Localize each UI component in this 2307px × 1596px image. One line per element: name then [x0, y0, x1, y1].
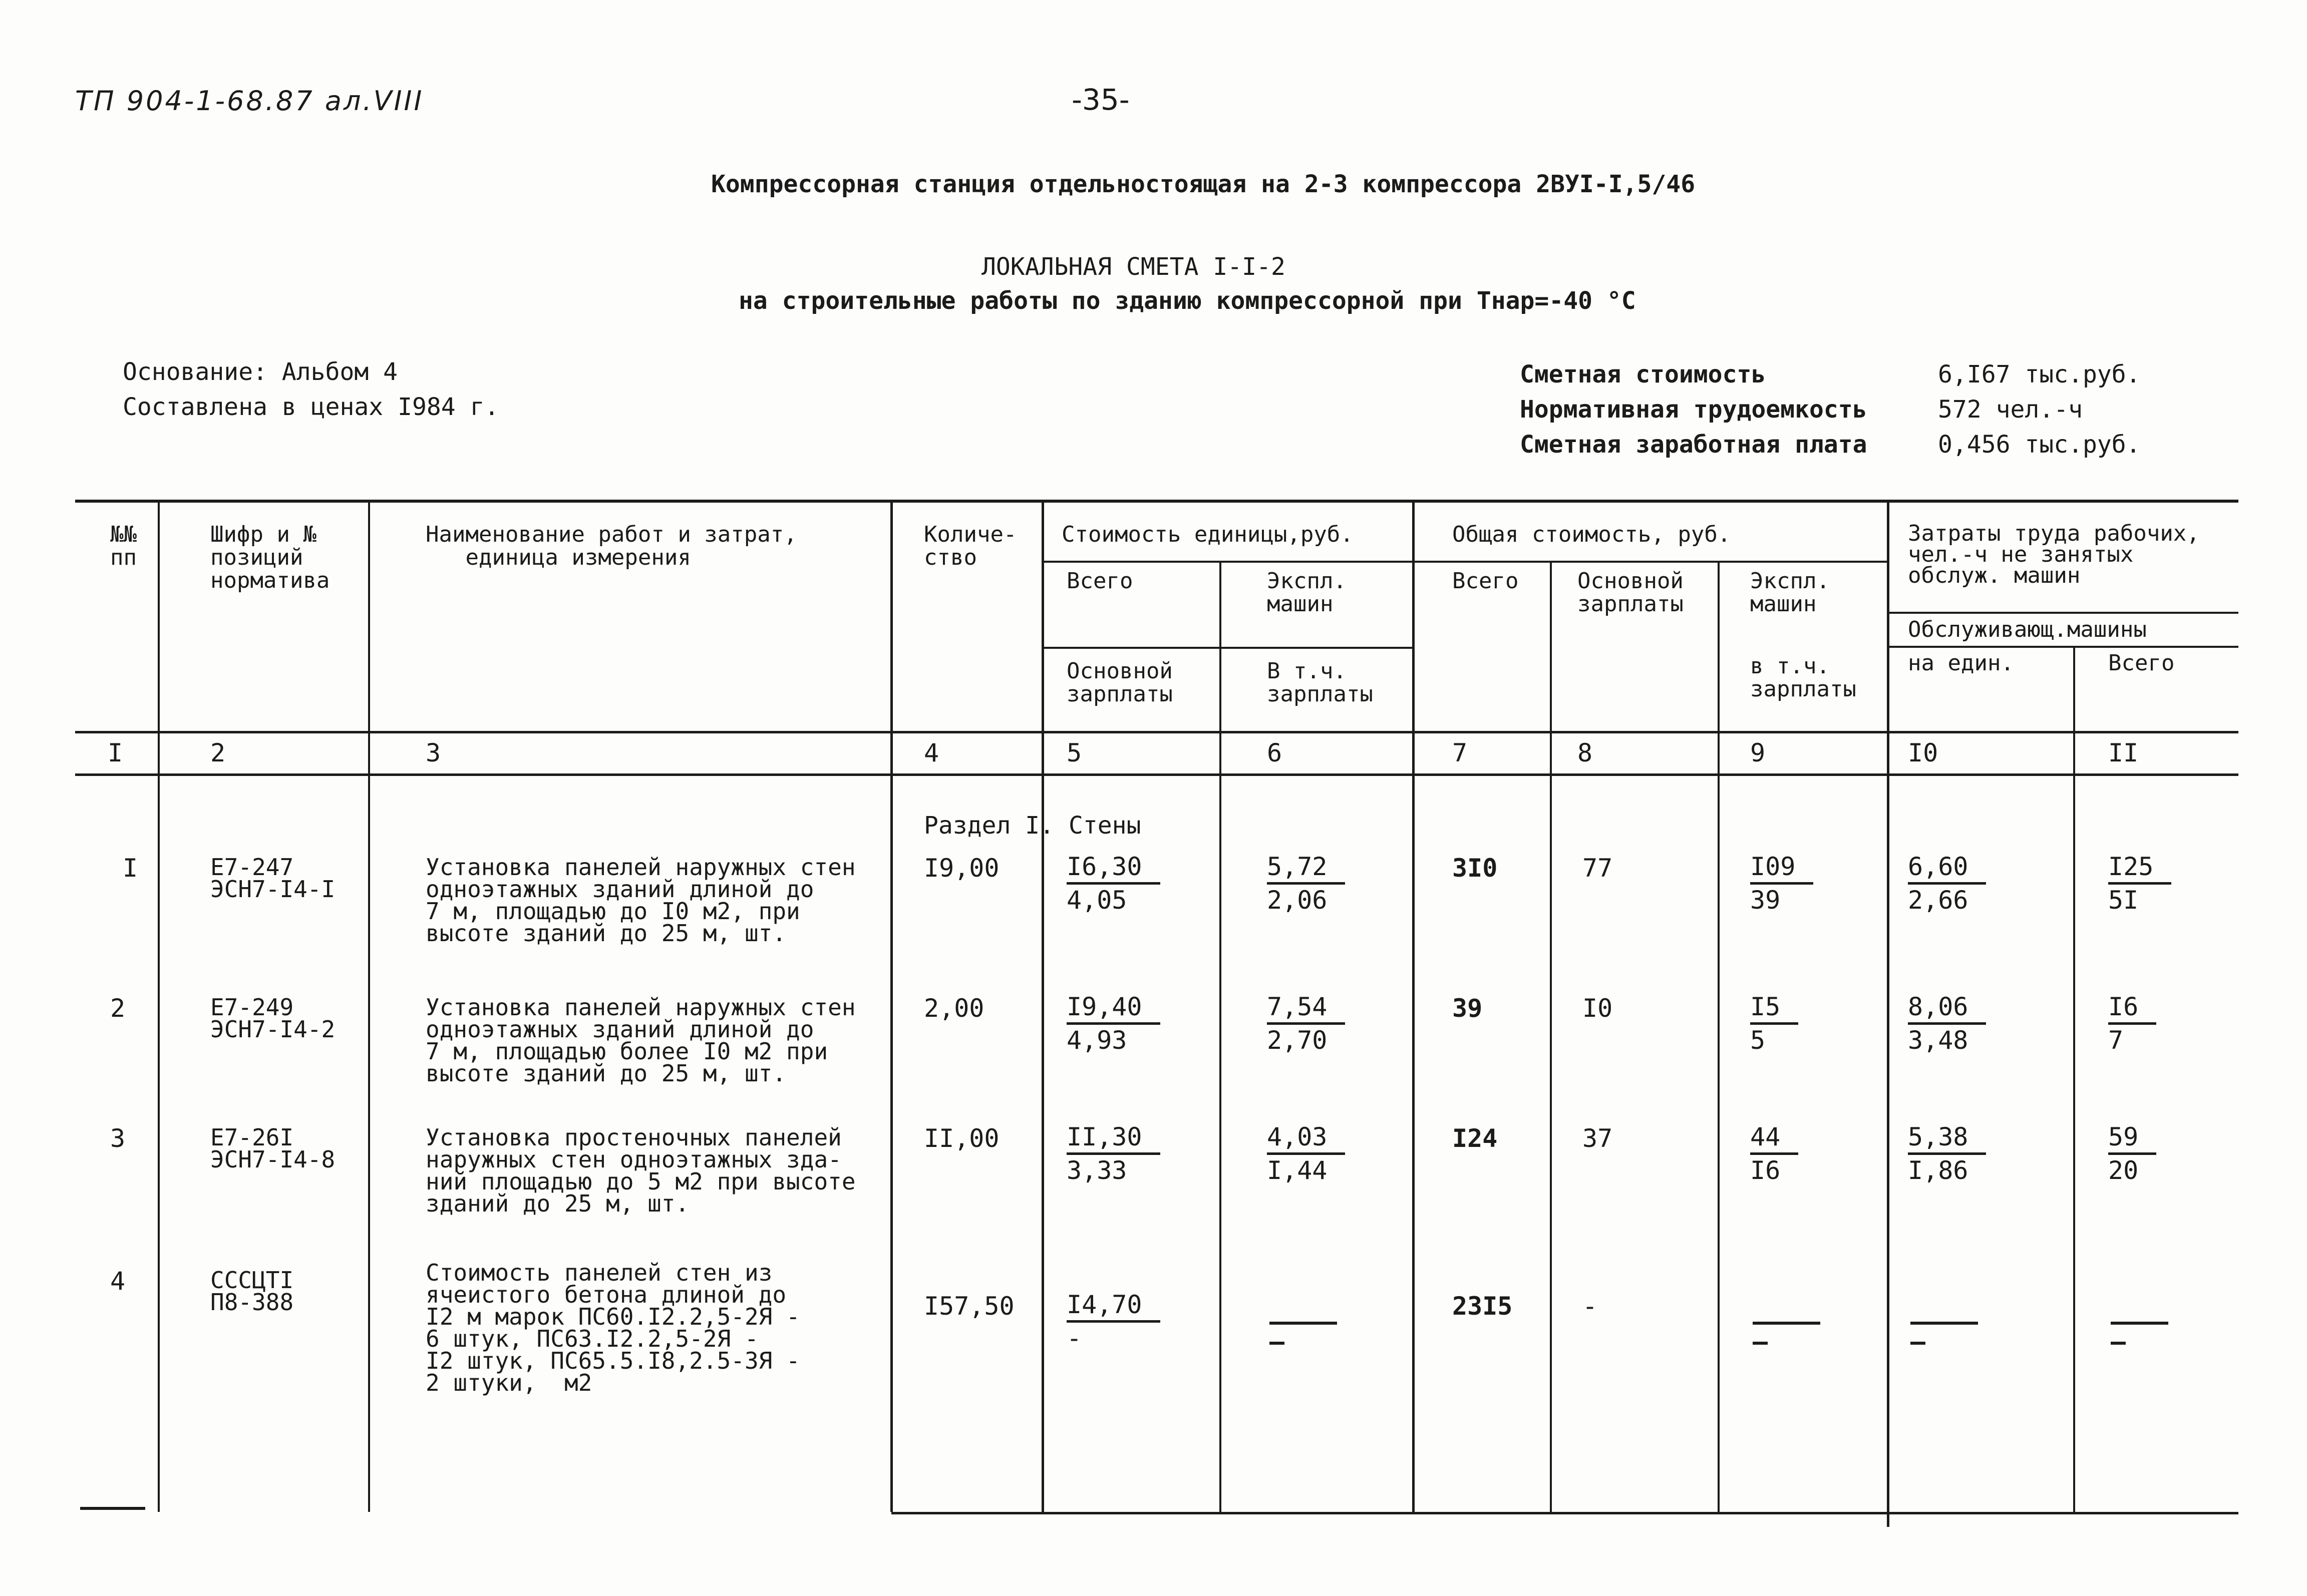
unit-wage: - — [1067, 1324, 1082, 1353]
labor-total-bottom: 20 — [2108, 1156, 2139, 1185]
column-number: I0 — [1908, 738, 1938, 767]
total-wage: - — [1582, 1292, 1598, 1321]
column-divider — [1219, 561, 1221, 1512]
column-divider — [1718, 561, 1720, 1512]
unit-total: I6,30 — [1067, 851, 1160, 885]
quantity: I9,00 — [924, 854, 1000, 883]
column-header: в т.ч. зарплаты — [1750, 653, 1856, 702]
column-number: 4 — [924, 738, 939, 767]
labor-unit-bottom: 2,66 — [1908, 886, 1968, 915]
unit-wage: 3,33 — [1067, 1156, 1127, 1185]
empty-value-dash — [1269, 1342, 1284, 1345]
column-number: I — [108, 738, 123, 767]
labor-total — [2108, 851, 2171, 916]
empty-value-dash — [2111, 1322, 2168, 1325]
total-wage: 77 — [1582, 854, 1613, 883]
column-header: Основной зарплаты — [1067, 658, 1173, 707]
norm-code: Е7-247 ЭСН7-I4-I — [210, 854, 336, 903]
column-divider — [2073, 647, 2075, 1512]
unit-machine: 7,54 — [1267, 991, 1345, 1025]
row-number: 4 — [110, 1267, 126, 1296]
summary-label: Сметная заработная плата — [1520, 431, 1867, 459]
total-cost: I24 — [1452, 1124, 1498, 1153]
total-machine: I09 — [1750, 851, 1813, 885]
unit-machine-cost — [1267, 991, 1345, 1056]
labor-per-unit — [1908, 991, 1986, 1056]
labor-unit-top: 6,60 — [1908, 851, 1986, 885]
header-bottom-border — [75, 731, 2238, 733]
row-number: I — [123, 854, 138, 883]
unit-machine-cost — [1267, 851, 1345, 916]
page-number: -35- — [1072, 83, 1130, 117]
total-machine-wage: 5 — [1750, 1026, 1766, 1055]
total-machine-wage: 39 — [1750, 886, 1781, 915]
column-number: II — [2108, 738, 2139, 767]
column-divider — [1412, 501, 1415, 1512]
document-code: ТП 904-1-68.87 ал.VIII — [75, 85, 424, 117]
column-header: В т.ч. зарплаты — [1267, 658, 1373, 707]
work-name: Установка панелей наружных стен одноэтажных зданий длиной до 7 м, площадью до I0 м2, при высоте зданий до 25 м, шт. — [426, 854, 856, 947]
empty-value-dash — [1910, 1342, 1925, 1345]
header-divider — [1888, 612, 2238, 614]
labor-unit-bottom: 3,48 — [1908, 1026, 1968, 1055]
unit-total: I9,40 — [1067, 991, 1160, 1025]
quantity: II,00 — [924, 1124, 1000, 1153]
column-divider — [1042, 501, 1044, 1512]
column-header: Затраты труда рабочих, чел.-ч не занятых обслуж. машин — [1908, 521, 2200, 588]
column-header: Количе- ство — [924, 522, 1017, 570]
total-machine-wage: I6 — [1750, 1156, 1781, 1185]
total-machine-cost — [1750, 991, 1798, 1056]
labor-unit-bottom: I,86 — [1908, 1156, 1968, 1185]
column-divider — [158, 501, 160, 1512]
total-machine-cost — [1750, 1121, 1798, 1186]
empty-value-dash — [2111, 1342, 2126, 1345]
norm-code: Е7-26I ЭСН7-I4-8 — [210, 1124, 336, 1173]
labor-total — [2108, 1121, 2156, 1186]
summary-value: 6,I67 тыс.руб. — [1938, 360, 2141, 388]
unit-machine-wage: 2,70 — [1267, 1026, 1328, 1055]
row-number: 3 — [110, 1124, 126, 1153]
column-header: Основной зарплаты — [1577, 568, 1684, 617]
header-divider — [1412, 561, 1888, 563]
labor-per-unit — [1908, 851, 1986, 916]
unit-machine: 5,72 — [1267, 851, 1345, 885]
norm-code: СССЦТI П8-388 — [210, 1267, 294, 1316]
estimate-subtitle: на строительные работы по зданию компрессорной при Тнар=-40 °C — [739, 287, 1636, 315]
column-header: Всего — [1067, 568, 1133, 594]
header-divider — [1042, 647, 1412, 649]
unit-cost — [1067, 851, 1160, 916]
section-heading: Раздел I. Стены — [924, 812, 1141, 840]
labor-total-bottom: 7 — [2108, 1026, 2124, 1055]
column-header: Всего — [2108, 650, 2175, 676]
column-header: Экспл. машин — [1750, 568, 1830, 617]
unit-wage: 4,93 — [1067, 1026, 1127, 1055]
column-header: Экспл. машин — [1267, 568, 1347, 617]
column-number: 8 — [1577, 738, 1593, 767]
column-divider — [890, 501, 893, 1512]
column-divider — [1887, 501, 1889, 1527]
column-divider — [1550, 561, 1552, 1512]
unit-total: I4,70 — [1067, 1289, 1160, 1323]
labor-total-top: I6 — [2108, 991, 2156, 1025]
labor-per-unit — [1908, 1121, 1986, 1186]
column-number: 5 — [1067, 738, 1082, 767]
column-number: 3 — [426, 738, 441, 767]
unit-machine: 4,03 — [1267, 1121, 1345, 1155]
norm-code: Е7-249 ЭСН7-I4-2 — [210, 994, 336, 1043]
labor-total — [2108, 991, 2156, 1056]
unit-cost — [1067, 991, 1160, 1056]
row-number: 2 — [110, 994, 126, 1023]
document-title: Компрессорная станция отдельностоящая на 2-3 компрессора 2ВУI-I,5/46 — [711, 170, 1696, 198]
empty-value-dash — [1753, 1322, 1820, 1325]
work-name: Стоимость панелей стен из ячеистого бетона длиной до I2 м марок ПС60.I2.2,5-2Я - 6 штук, ПС63.I2.2,5-2Я - I2 штук, ПС65.5.I8,2.5-3Я - 2 штуки, м2 — [426, 1259, 800, 1396]
table-top-border — [75, 500, 2238, 503]
labor-unit-top: 8,06 — [1908, 991, 1986, 1025]
unit-machine-wage: I,44 — [1267, 1156, 1328, 1185]
header-divider — [1042, 561, 1412, 563]
column-header: Шифр и № позиций норматива — [210, 522, 330, 593]
column-number: 9 — [1750, 738, 1766, 767]
unit-cost — [1067, 1289, 1160, 1354]
column-header: Стоимость единицы,руб. — [1062, 522, 1354, 547]
column-number: 2 — [210, 738, 226, 767]
unit-total: II,30 — [1067, 1121, 1160, 1155]
column-number: 6 — [1267, 738, 1282, 767]
unit-machine-wage: 2,06 — [1267, 886, 1328, 915]
column-header: на един. — [1908, 650, 2014, 676]
total-wage: I0 — [1582, 994, 1613, 1023]
total-wage: 37 — [1582, 1124, 1613, 1153]
work-name: Установка простеночных панелей наружных стен одноэтажных зда- ний площадью до 5 м2 при высоте зданий до 25 м, шт. — [426, 1124, 856, 1217]
empty-value-dash — [1910, 1322, 1978, 1325]
column-header: Общая стоимость, руб. — [1452, 522, 1731, 547]
column-number: 7 — [1452, 738, 1468, 767]
column-divider — [368, 501, 370, 1512]
header-divider — [1888, 646, 2238, 648]
labor-total-bottom: 5I — [2108, 886, 2139, 915]
table-bottom-border — [891, 1512, 2238, 1514]
unit-wage: 4,05 — [1067, 886, 1127, 915]
summary-value: 572 чел.-ч — [1938, 395, 2083, 424]
labor-total-top: 59 — [2108, 1121, 2156, 1155]
summary-value: 0,456 тыс.руб. — [1938, 431, 2141, 459]
table-bottom-border — [80, 1507, 145, 1510]
column-header: Обслуживающ.машины — [1908, 617, 2147, 642]
estimate-name: ЛОКАЛЬНАЯ СМЕТА I-I-2 — [981, 253, 1285, 281]
total-machine-cost — [1750, 851, 1813, 916]
empty-value-dash — [1753, 1342, 1768, 1345]
basis-line: Основание: Альбом 4 — [123, 358, 398, 386]
quantity: I57,50 — [924, 1292, 1015, 1321]
total-cost: 23I5 — [1452, 1292, 1513, 1321]
summary-label: Сметная стоимость — [1520, 360, 1766, 388]
total-machine: 44 — [1750, 1121, 1798, 1155]
empty-value-dash — [1269, 1322, 1337, 1325]
price-level-line: Составлена в ценах I984 г. — [123, 393, 499, 421]
summary-label: Нормативная трудоемкость — [1520, 395, 1867, 424]
work-name: Установка панелей наружных стен одноэтажных зданий длиной до 7 м, площадью более I0 м2 при высоте зданий до 25 м, шт. — [426, 994, 856, 1087]
column-header: Всего — [1452, 568, 1519, 594]
total-machine: I5 — [1750, 991, 1798, 1025]
labor-unit-top: 5,38 — [1908, 1121, 1986, 1155]
column-header: Наименование работ и затрат, единица измерения — [426, 522, 797, 570]
total-cost: 39 — [1452, 994, 1483, 1023]
unit-cost — [1067, 1121, 1160, 1186]
total-cost: 3I0 — [1452, 854, 1498, 883]
column-header: №№ пп — [110, 522, 137, 570]
unit-machine-cost — [1267, 1121, 1345, 1186]
column-numbers-border — [75, 773, 2238, 776]
quantity: 2,00 — [924, 994, 984, 1023]
labor-total-top: I25 — [2108, 851, 2171, 885]
